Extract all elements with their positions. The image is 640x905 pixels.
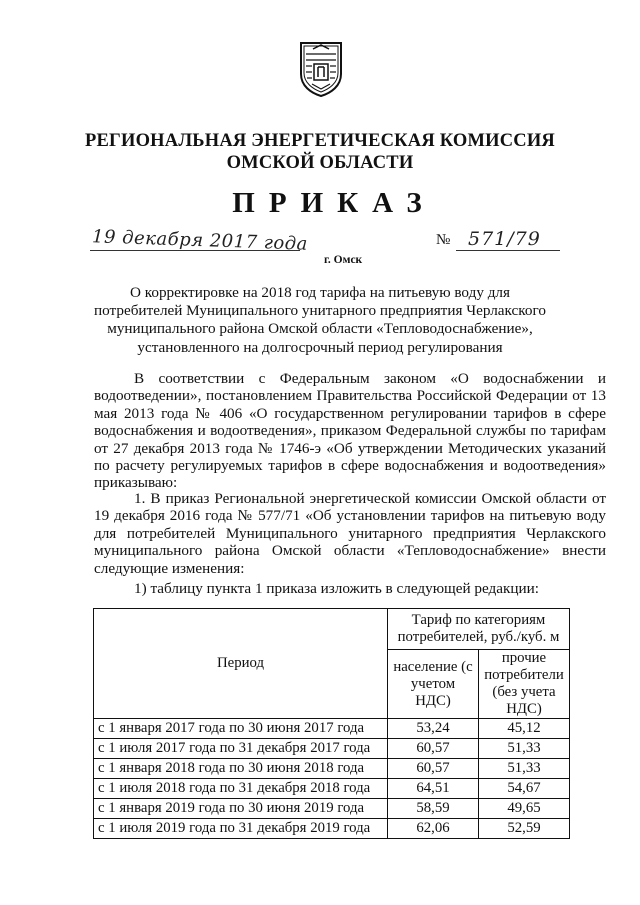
order-subject: О корректировке на 2018 год тарифа на питьевую воду для потребителей Муниципального унитарного предприятия Черлакского муниципального района Омской области «Тепловодоснабжение», установленного на долгосрочный период регулирования [94, 284, 546, 356]
table-row [94, 759, 570, 779]
population-tariff-cell: 58,59 [388, 799, 479, 819]
organization-name-line1: РЕГИОНАЛЬНАЯ ЭНЕРГЕТИЧЕСКАЯ КОМИССИЯ [84, 131, 555, 151]
other-consumers-column-header: прочие потребители (без учета НДС) [479, 650, 570, 719]
period-cell: с 1 июля 2018 года по 31 декабря 2018 года [94, 779, 388, 799]
other-tariff-cell: 52,59 [479, 819, 570, 839]
table-row [94, 719, 570, 739]
tariff-table [93, 608, 570, 839]
date-underline [90, 250, 300, 251]
period-header: Период [94, 609, 388, 719]
table-row [94, 739, 570, 759]
period-cell: с 1 января 2019 года по 30 июня 2019 года [94, 799, 388, 819]
period-cell: с 1 января 2017 года по 30 июня 2017 года [94, 719, 388, 739]
tariff-table-body [94, 719, 570, 839]
other-tariff-cell: 54,67 [479, 779, 570, 799]
number-underline [456, 250, 560, 251]
item-1-paragraph: 1. В приказ Региональной энергетической комиссии Омской области от 19 декабря 2016 года № 577/71 «Об установлении тарифов на питьевую воду для потребителей Муниципального унитарного предприятия Черлакского муниципального района Омской области «Тепловодоснабжение» внести следующие изменения: [94, 490, 606, 577]
number-sign: № [436, 232, 451, 248]
population-tariff-cell: 60,57 [388, 739, 479, 759]
population-tariff-cell: 62,06 [388, 819, 479, 839]
period-cell: с 1 января 2018 года по 30 июня 2018 года [94, 759, 388, 779]
table-row [94, 819, 570, 839]
handwritten-order-number: 571/79 [468, 228, 541, 250]
population-column-header: население (с учетом НДС) [388, 650, 479, 719]
city: г. Омск [324, 254, 363, 266]
table-row [94, 779, 570, 799]
population-tariff-cell: 53,24 [388, 719, 479, 739]
item-1-1-paragraph: 1) таблицу пункта 1 приказа изложить в следующей редакции: [134, 580, 539, 597]
organization-name-line2: ОМСКОЙ ОБЛАСТИ [226, 153, 414, 173]
table-row [94, 799, 570, 819]
handwritten-date: 19 декабря 2017 года [91, 226, 309, 255]
document-type-title: ПРИКАЗ [232, 187, 436, 219]
other-tariff-cell: 49,65 [479, 799, 570, 819]
period-cell: с 1 июля 2019 года по 31 декабря 2019 года [94, 819, 388, 839]
preamble-paragraph: В соответствии с Федеральным законом «О водоснабжении и водоотведении», постановлением Правительства Российской Федерации от 13 мая 2013 года № 406 «О государственном регулировании тарифов в сфере водоснабжения и водоотведения», приказом Федеральной службы по тарифам от 27 декабря 2013 года № 1746-э «Об утверждении Методических указаний по расчету регулируемых тарифов в сфере водоснабжения и водоотведения» приказываю: [94, 370, 606, 492]
tariff-group-header: Тариф по категориям потребителей, руб./куб. м [388, 609, 570, 650]
omsk-region-emblem-icon [298, 40, 344, 98]
population-tariff-cell: 60,57 [388, 759, 479, 779]
other-tariff-cell: 45,12 [479, 719, 570, 739]
other-tariff-cell: 51,33 [479, 739, 570, 759]
period-cell: с 1 июля 2017 года по 31 декабря 2017 года [94, 739, 388, 759]
population-tariff-cell: 64,51 [388, 779, 479, 799]
other-tariff-cell: 51,33 [479, 759, 570, 779]
